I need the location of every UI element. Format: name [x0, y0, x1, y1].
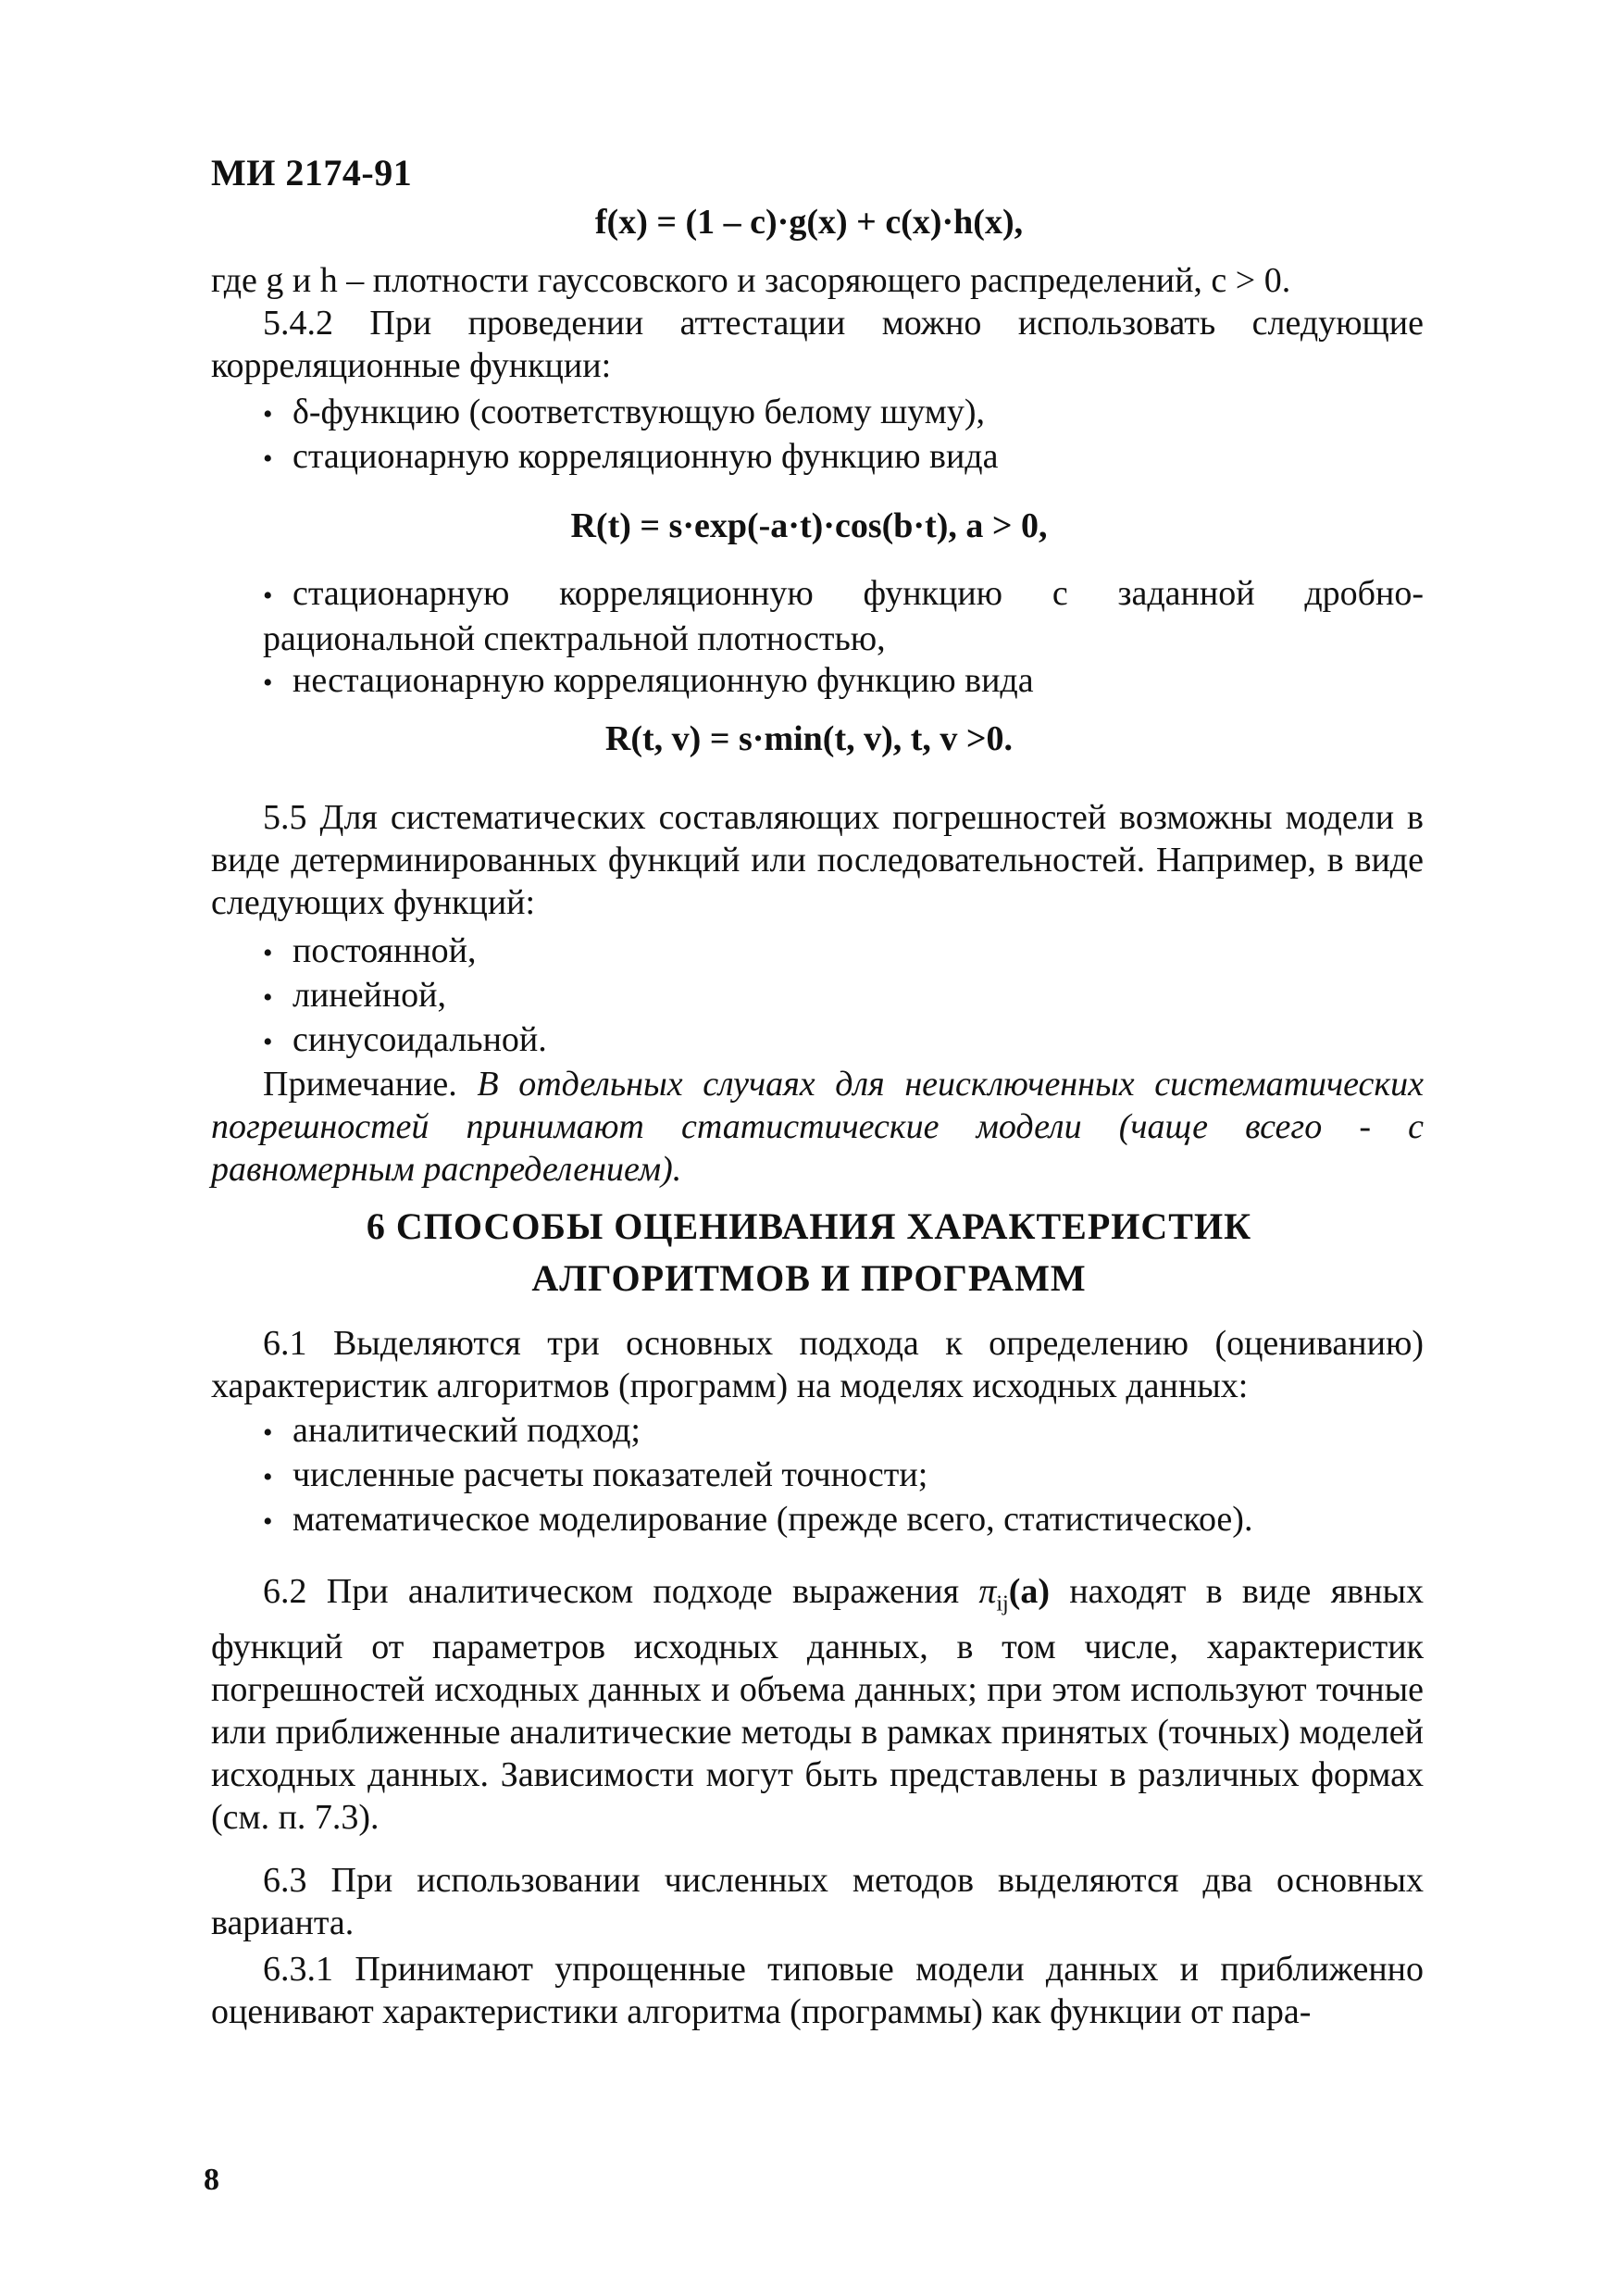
paragraph-6-1: 6.1 Выделяются три основных подхода к определению (оцениванию) характеристик алгоритмов (программ) на моделях исходных данных: — [211, 1324, 1424, 1405]
note-text: В отдельных случаях для неисключенных систематических погрешностей принимают статистические модели (чаще всего - с равномерным распределением). — [211, 1065, 1425, 1189]
formula-correlation-stationary: R(t) = s·exp(-a·t)·cos(b·t), a > 0, — [570, 506, 1048, 545]
bullet-item: • стационарную корреляционную функцию с заданной дробно-рациональной спектральной плотностью, — [263, 574, 1424, 658]
paragraph-6-2: 6.2 При аналитическом подходе выражения $\pi_{ij}(a)$ находят в виде явных функций от параметров исходных данных, в том числе, характеристик погрешностей исходных данных и объема данных; при этом используют точные или приближенные аналитические методы в рамках принятых (точных) моделей исходных данных. Зависимости могут быть представлены в различных формах (см. п. 7.3). — [211, 1572, 1424, 1837]
bullet-icon: • — [263, 668, 273, 698]
bullet-item: • аналитический подход; — [263, 1409, 1424, 1454]
formula-correlation-nonstationary: R(t, v) = s·min(t, v), t, v >0. — [604, 719, 1014, 758]
bullet-icon: • — [263, 982, 273, 1013]
page-number: 8 — [204, 2163, 219, 2197]
section-title-line-1: 6 СПОСОБЫ ОЦЕНИВАНИЯ ХАРАКТЕРИСТИК — [366, 1205, 1252, 1247]
note-paragraph — [211, 1063, 1424, 1191]
paragraph-5-5: 5.5 Для систематических составляющих погрешностей возможны модели в виде детерминированных функций или последовательностей. Например, в виде следующих функций: — [211, 798, 1424, 922]
paragraph-6-3: 6.3 При использовании численных методов выделяются два основных варианта. — [211, 1861, 1424, 1942]
bullet-icon: • — [263, 1462, 273, 1492]
bullet-item: • синусоидальной. — [263, 1018, 1424, 1064]
bullet-item: • стационарную корреляционную функцию вида — [263, 435, 1424, 480]
formula-mixture: f(x) = (1 – c)·g(x) + c(x)·h(x), — [594, 203, 1024, 242]
document-code-header: МИ 2174-91 — [211, 152, 413, 193]
pi-argument: (a) — [1008, 1572, 1051, 1611]
bullet-item: • δ-функцию (соответствующую белому шуму), — [263, 391, 1424, 436]
bullet-item: • линейной, — [263, 974, 1424, 1019]
bullet-icon: • — [263, 1417, 273, 1448]
pi-symbol: π — [978, 1572, 997, 1611]
paragraph-6-3-1: 6.3.1 Принимают упрощенные типовые модели данных и приближенно оценивают характеристики алгоритма (программы) как функции от пара- — [211, 1950, 1424, 2031]
bullet-icon: • — [263, 443, 273, 474]
pi-subscript: ij — [996, 1591, 1009, 1616]
bullet-item: • математическое моделирование (прежде всего, статистическое). — [263, 1498, 1424, 1543]
bullet-icon: • — [263, 399, 273, 430]
bullet-item: • нестационарную корреляционную функцию вида — [263, 659, 1424, 705]
bullet-icon: • — [263, 1027, 273, 1057]
note-label: Примечание. — [263, 1065, 457, 1104]
bullet-item: • постоянной, — [263, 930, 1424, 975]
paragraph-5-4-2: 5.4.2 При проведении аттестации можно использовать следующие корреляционные функции: — [211, 304, 1424, 385]
paragraph-where: где g и h – плотности гауссовского и засоряющего распределений, c > 0. — [211, 261, 1291, 300]
bullet-icon: • — [263, 938, 273, 968]
section-title-line-2: АЛГОРИТМОВ И ПРОГРАММ — [531, 1257, 1087, 1299]
bullet-icon: • — [263, 1506, 273, 1537]
bullet-icon: • — [263, 580, 273, 611]
bullet-item: • численные расчеты показателей точности; — [263, 1454, 1424, 1499]
